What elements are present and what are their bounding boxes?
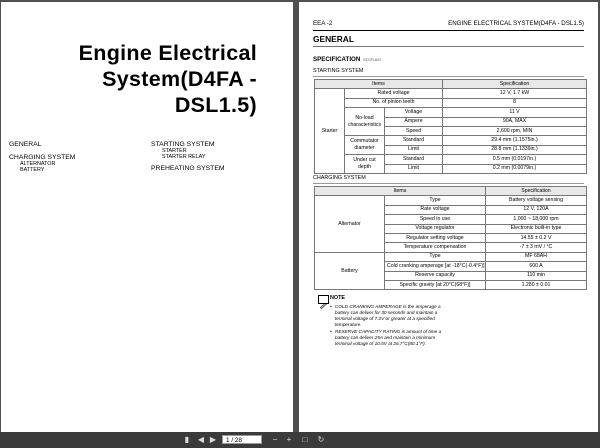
spec-cell: 0.5 mm (0.0197in.) <box>443 155 587 164</box>
next-page-icon[interactable]: ▶ <box>209 435 217 444</box>
col-items-header: Items <box>315 80 443 89</box>
starting-system-label: STARTING SYSTEM <box>313 68 364 74</box>
note-list <box>330 304 450 348</box>
note-item: • COLD CRANKING AMPERAGE is the amperage a battery can deliver for 30 seconds and maintain a terminal voltage of 7.2V or greater at a specified temperature. <box>330 304 450 328</box>
subgroup-no-load: No-load characteristics <box>345 108 385 136</box>
spec-cell: 0.2 mm (0.0079in.) <box>443 164 587 173</box>
toc-left-column <box>9 141 75 173</box>
subgroup-under-cut: Under cut depth <box>345 155 385 174</box>
spec-cell: 110 min <box>486 271 587 280</box>
table-row <box>315 196 587 205</box>
specification-label: SPECIFICATION <box>313 56 361 63</box>
item-cell: Rate voltage <box>385 205 486 214</box>
spec-cell: 12 V, 120A <box>486 205 587 214</box>
item-cell: Limit <box>385 145 443 154</box>
toc-battery[interactable]: BATTERY <box>20 167 45 173</box>
col-spec-header: Specification <box>443 80 587 89</box>
table-row <box>315 98 587 107</box>
spec-cell: 1.280 ± 0.01 <box>486 280 587 289</box>
table-row <box>315 89 587 98</box>
toc-right-column <box>151 141 225 172</box>
note-icon <box>318 295 329 304</box>
item-cell: Standard <box>385 136 443 145</box>
group-battery: Battery <box>315 252 385 290</box>
note-item: • RESERVE CAPACITY RATING is amount of time a battery can deliver 25A and maintain a minimum terminal voltage of 10.5V at 26.7°C(80.1°F). <box>330 329 450 347</box>
page-left <box>1 2 293 432</box>
item-cell: Standard <box>385 155 443 164</box>
subgroup-commutator: Commutator diameter <box>345 136 385 155</box>
spec-cell: 14.55 ± 0.2 V <box>486 233 587 242</box>
zoom-out-icon[interactable]: − <box>272 435 278 444</box>
title-line-3: DSL1.5) <box>174 93 257 117</box>
item-cell: Type <box>385 252 486 261</box>
zoom-in-icon[interactable]: + <box>286 435 292 444</box>
table-row <box>315 108 587 117</box>
item-cell: Voltage <box>385 108 443 117</box>
viewer-toolbar <box>0 432 600 448</box>
toc-general[interactable]: GENERAL <box>9 141 42 148</box>
spec-cell: 8 <box>443 98 587 107</box>
spec-cell: 1,000 ~ 18,000 rpm <box>486 215 587 224</box>
section-title: GENERAL <box>313 34 354 44</box>
header-title: ENGINE ELECTRICAL SYSTEM(D4FA - DSL1.5) <box>448 20 584 27</box>
col-spec-header: Specification <box>486 187 587 196</box>
item-cell: Temperature compensation <box>385 243 486 252</box>
item-cell: Rated voltage <box>345 89 443 98</box>
toc-starter[interactable]: STARTER <box>162 148 187 154</box>
title-line-1: Engine Electrical <box>78 41 257 65</box>
starting-system-rule <box>313 76 584 77</box>
item-cell: Regulator setting voltage <box>385 233 486 242</box>
spec-cell: Battery voltage sensing <box>486 196 587 205</box>
book-title <box>79 40 257 118</box>
toc-preheating-system[interactable]: PREHEATING SYSTEM <box>151 165 225 172</box>
table-row <box>315 136 587 145</box>
specification-heading <box>313 56 381 63</box>
item-cell: Limit <box>385 164 443 173</box>
spec-cell: 90A, MAX <box>443 117 587 126</box>
spec-cell: 2,600 rpm, MIN <box>443 126 587 135</box>
page-number-input[interactable]: 1 / 28 <box>222 435 262 444</box>
fit-page-icon[interactable]: □ <box>302 435 308 444</box>
item-cell: Ampere <box>385 117 443 126</box>
specification-tag: EEGF1A02 <box>363 58 382 62</box>
charging-system-rule <box>313 183 584 184</box>
toc-alternator[interactable]: ALTERNATOR <box>20 161 56 167</box>
item-cell: Specific gravity [at 20°C(68°F)] <box>385 280 486 289</box>
toc-charging-system[interactable]: CHARGING SYSTEM <box>9 154 76 161</box>
charging-system-table <box>314 186 587 290</box>
running-header <box>313 20 584 30</box>
spec-cell: 28.8 mm (1.1339in.) <box>443 145 587 154</box>
spec-cell: 29.4 mm (1.1575in.) <box>443 136 587 145</box>
charging-system-label: CHARGING SYSTEM <box>313 175 366 181</box>
table-row <box>315 252 587 261</box>
item-cell: Type <box>385 196 486 205</box>
spec-cell: 11 V <box>443 108 587 117</box>
item-cell: Speed in use <box>385 215 486 224</box>
sidebar-icon[interactable]: ▮ <box>184 435 190 444</box>
item-cell: Speed <box>385 126 443 135</box>
prev-page-icon[interactable]: ◀ <box>197 435 205 444</box>
group-starter: Starter <box>315 89 345 174</box>
page-number: EEA -2 <box>313 20 333 27</box>
starting-system-table <box>314 79 587 174</box>
spec-cell: -7 ± 3 mV / °C <box>486 243 587 252</box>
rotate-icon[interactable]: ↻ <box>317 435 325 444</box>
table-header-row <box>315 80 587 89</box>
section-rule <box>313 46 584 47</box>
note-title: NOTE <box>330 295 345 301</box>
item-cell: Reserve capacity <box>385 271 486 280</box>
table-row <box>315 155 587 164</box>
item-cell: No. of pinion teeth <box>345 98 443 107</box>
table-header-row <box>315 187 587 196</box>
spec-cell: MF 68AH <box>486 252 587 261</box>
title-line-2: System(D4FA - <box>102 67 257 91</box>
group-alternator: Alternator <box>315 196 385 252</box>
header-rule <box>313 30 584 31</box>
page-right <box>299 2 598 432</box>
spec-cell: Electronic built-in type <box>486 224 587 233</box>
spec-cell: 600 A <box>486 262 587 271</box>
item-cell: Voltage regulator <box>385 224 486 233</box>
toc-starting-system[interactable]: STARTING SYSTEM <box>151 141 215 148</box>
item-cell: Cold cranking amperage [at -18°C(-0.4°F)] <box>385 262 486 271</box>
col-items-header: Items <box>315 187 486 196</box>
spec-cell: 12 V, 1.7 kW <box>443 89 587 98</box>
toc-starter-relay[interactable]: STARTER RELAY <box>162 154 206 160</box>
